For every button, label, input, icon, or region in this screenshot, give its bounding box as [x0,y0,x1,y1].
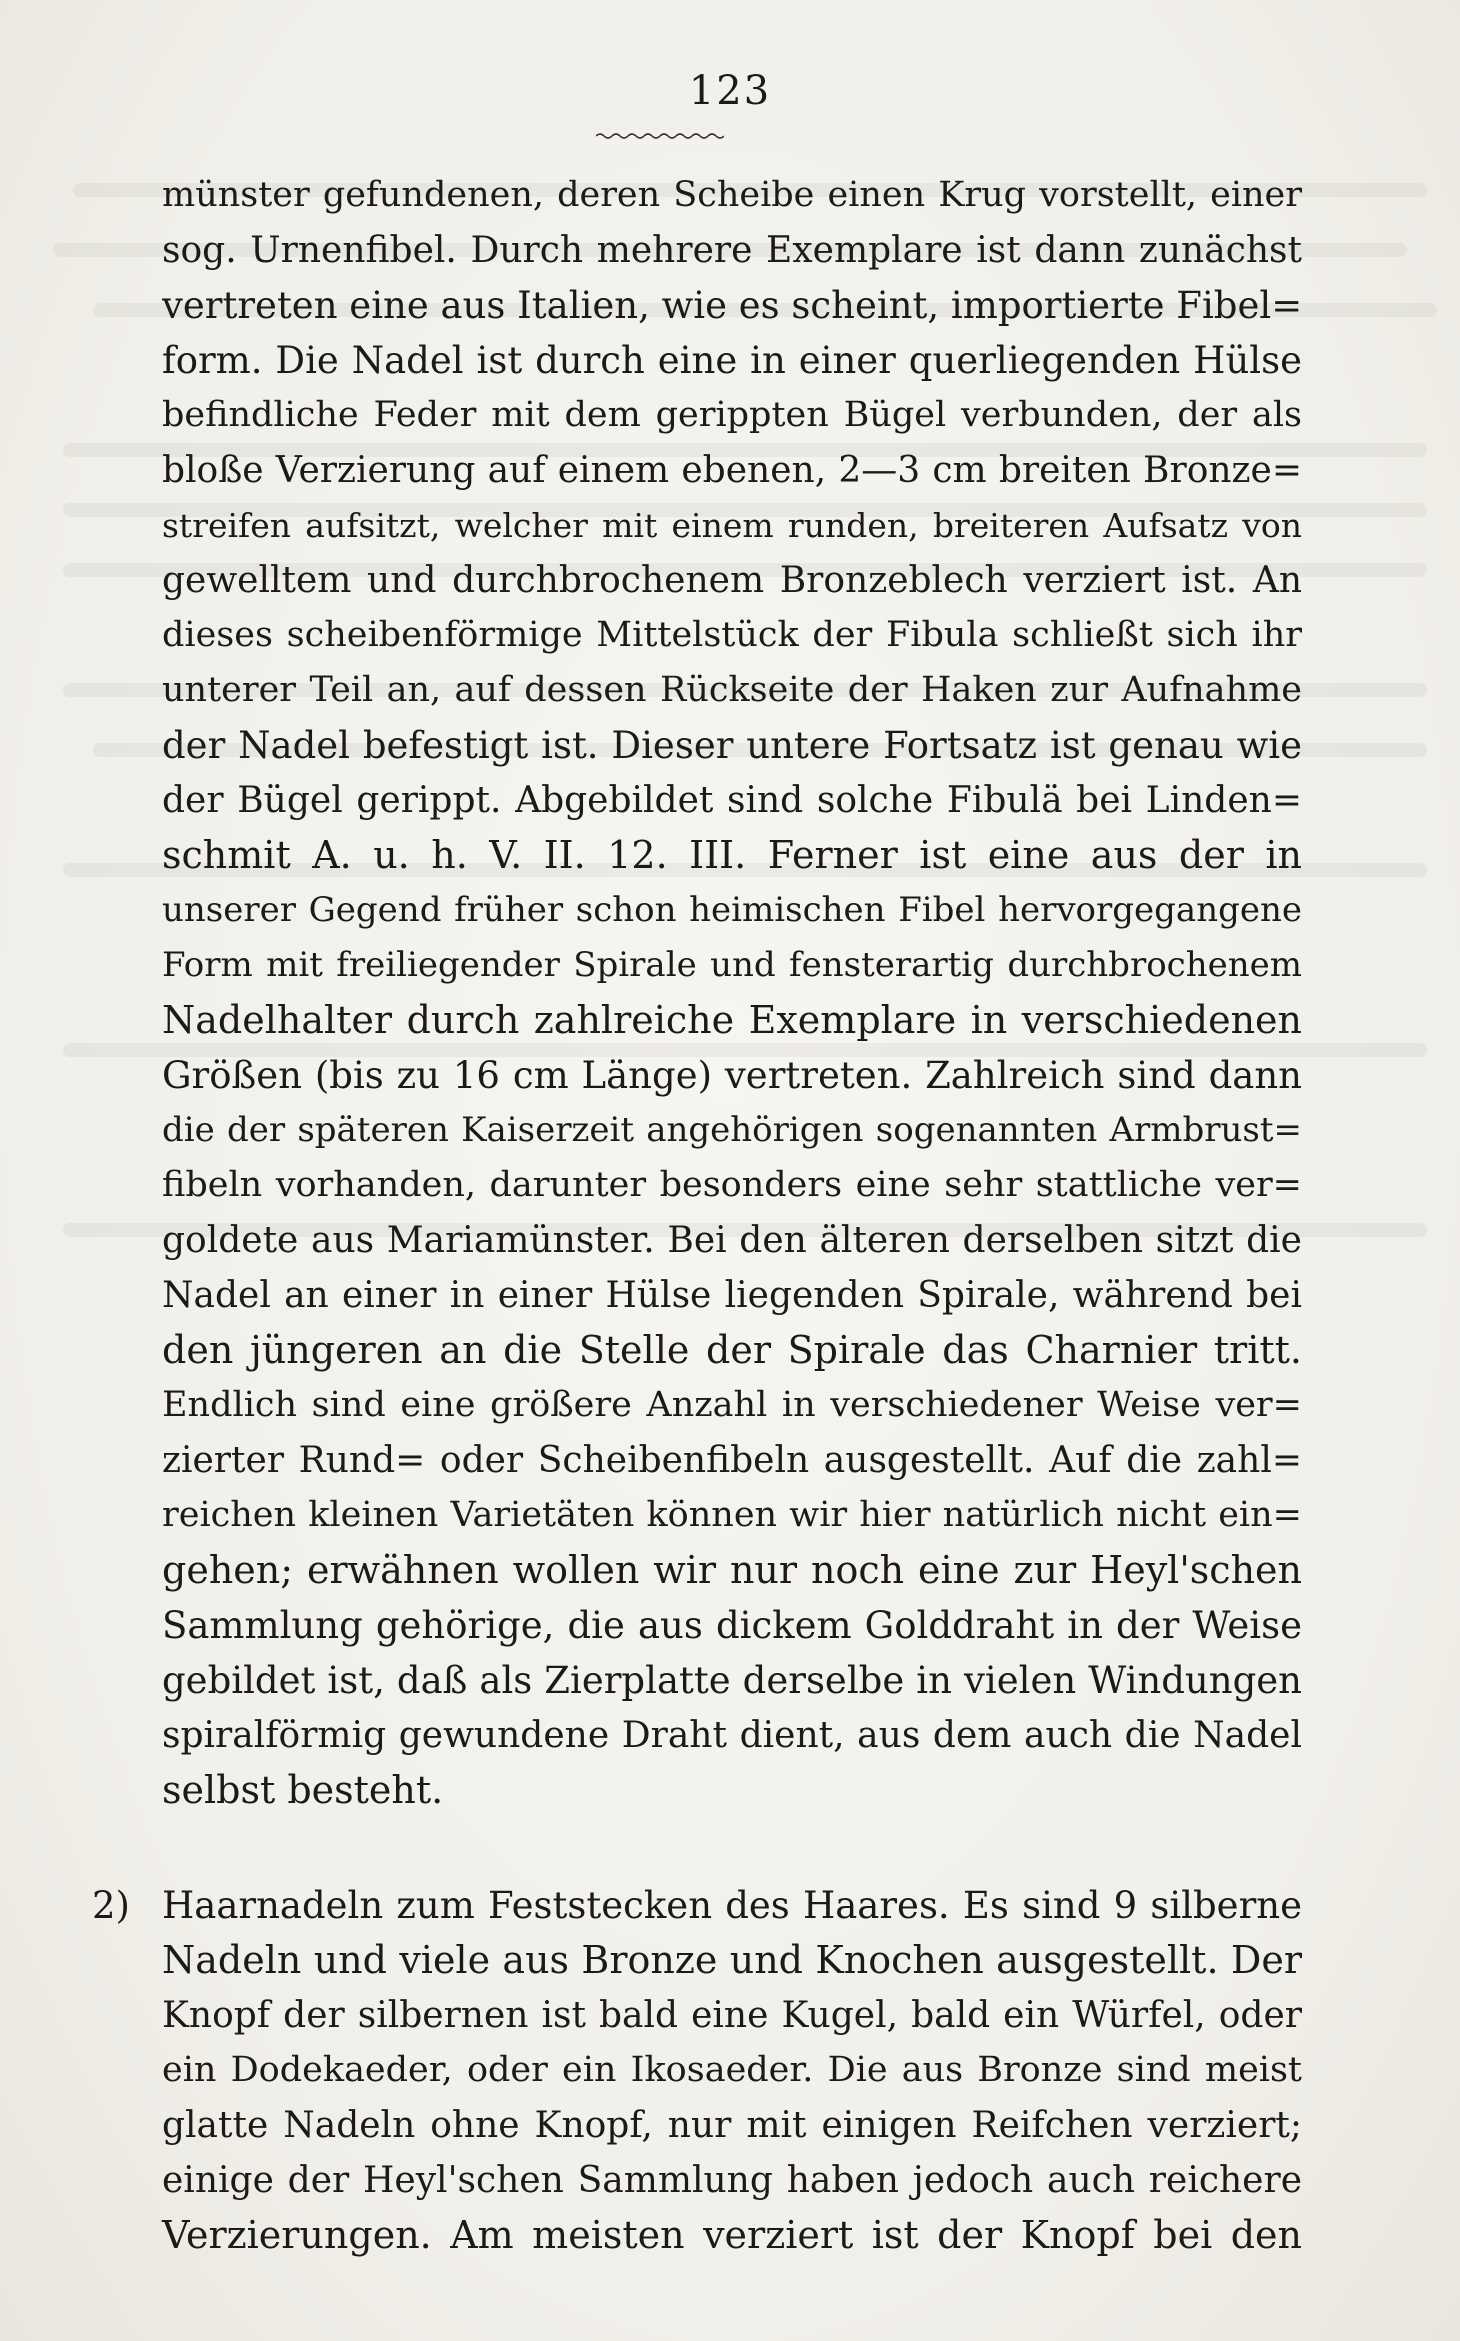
text-line: zierter Rund= oder Scheibenfibeln ausgestellt. Auf die zahl= [162,1440,1302,1481]
text-line: Haarnadeln zum Feststecken des Haares. Es sind 9 silberne [162,1884,1302,1927]
text-line: sog. Urnenfibel. Durch mehrere Exemplare ist dann zunächst [162,230,1302,271]
text-line: glatte Nadeln ohne Knopf, nur mit einigen Reifchen verziert; [162,2105,1302,2146]
text-line: Sammlung gehörige, die aus dickem Golddraht in der Weise [162,1604,1302,1647]
text-line: goldete aus Mariamünster. Bei den älteren derselben sitzt die [162,1220,1302,1261]
text-line: Endlich sind eine größere Anzahl in verschiedener Weise ver= [162,1385,1302,1425]
text-line: form. Die Nadel ist durch eine in einer querliegenden Hülse [162,339,1302,382]
text-line: unserer Gegend früher schon heimischen Fibel hervorgegangene [162,890,1302,930]
text-line: Nadelhalter durch zahlreiche Exemplare in verschiedenen [162,998,1302,1042]
text-line: schmit A. u. h. V. II. 12. III. Ferner ist eine aus der in [162,833,1302,877]
text-line: der Nadel befestigt ist. Dieser untere Fortsatz ist genau wie [162,724,1302,767]
text-line: unterer Teil an, auf dessen Rückseite der Haken zur Aufnahme [162,670,1302,710]
text-line: gewelltem und durchbrochenem Bronzeblech verziert ist. An [162,560,1302,601]
page-number: 123 [688,68,772,114]
text-line: selbst besteht. [162,1768,444,1812]
text-line: Form mit freiliegender Spirale und fensterartig durchbrochenem [162,945,1302,985]
list-item-hairpins [92,1878,1302,2263]
text-line: Nadel an einer in einer Hülse liegenden Spirale, während bei [162,1275,1302,1316]
text-line: reichen kleinen Varietäten können wir hier natürlich nicht ein= [162,1495,1302,1535]
text-line: befindliche Feder mit dem gerippten Bügel verbunden, der als [162,395,1302,435]
text-line: bloße Verzierung auf einem ebenen, 2—3 cm breiten Bronze= [162,450,1302,491]
text-line: Größen (bis zu 16 cm Länge) vertreten. Zahlreich sind dann [162,1054,1302,1097]
text-line: Verzierungen. Am meisten verziert ist der Knopf bei den [162,2213,1302,2257]
text-line: die der späteren Kaiserzeit angehörigen sogenannten Armbrust= [162,1110,1302,1150]
page-number-rule [596,132,724,140]
text-line: ein Dodekaeder, oder ein Ikosaeder. Die aus Bronze sind meist [162,2050,1302,2090]
text-line: münster gefundenen, deren Scheibe einen Krug vorstellt, einer [162,175,1302,215]
text-line: den jüngeren an die Stelle der Spirale das Charnier tritt. [162,1328,1302,1372]
text-line: der Bügel gerippt. Abgebildet sind solche Fibulä bei Linden= [162,780,1302,821]
text-line: Knopf der silbernen ist bald eine Kugel, bald ein Würfel, oder [162,1995,1302,2036]
text-line: gehen; erwähnen wollen wir nur noch eine zur Heyl'schen [162,1548,1302,1592]
list-item-first-line [92,1878,1302,1933]
main-paragraph [162,168,1302,1818]
text-line: vertreten eine aus Italien, wie es scheint, importierte Fibel= [162,284,1302,327]
text-line: fibeln vorhanden, darunter besonders eine sehr stattliche ver= [162,1165,1302,1205]
text-line: streifen aufsitzt, welcher mit einem runden, breiteren Aufsatz von [162,506,1302,545]
text-line: spiralförmig gewundene Draht dient, aus dem auch die Nadel [162,1715,1302,1756]
text-line: gebildet ist, daß als Zierplatte derselbe in vielen Windungen [162,1659,1302,1702]
text-line: einige der Heyl'schen Sammlung haben jedoch auch reichere [162,2160,1302,2201]
text-line: Nadeln und viele aus Bronze und Knochen ausgestellt. Der [162,1938,1302,1982]
list-item-number: 2) [92,1884,130,1927]
text-line: dieses scheibenförmige Mittelstück der Fibula schließt sich ihr [162,615,1302,655]
